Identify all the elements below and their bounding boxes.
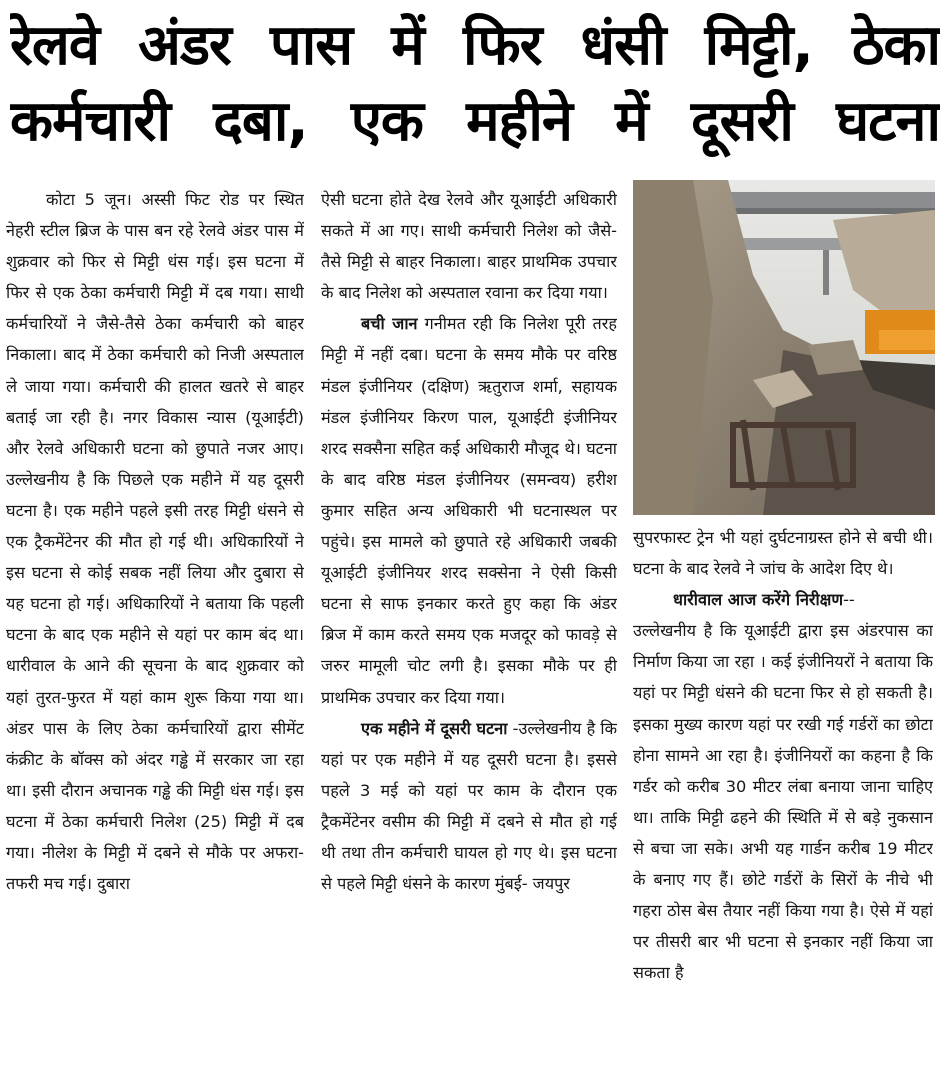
subheading-bachi-jaan: बची जान	[361, 314, 418, 334]
paragraph-text: सुपरफास्ट ट्रेन भी यहां दुर्घटनाग्रस्त होने से बची थी। घटना के बाद रेलवे ने जांच के आदेश दिए थे।	[633, 528, 933, 579]
subheading-dusri-ghatna: एक महीने में दूसरी घटना	[361, 718, 508, 738]
paragraph-text: ऐसी घटना होते देख रेलवे और यूआईटी अधिकारी सकते में आ गए। साथी कर्मचारी निलेश को जैसे-तैसे मिट्टी से बाहर निकाला। बाहर प्राथमिक उपचार के बाद निलेश को अस्पताल रवाना कर दिया गया।	[321, 190, 617, 303]
article-column-3	[633, 522, 933, 1086]
paragraph-text: उल्लेखनीय है कि यूआईटी द्वारा इस अंडरपास का निर्माण किया जा रहा । कई इंजीनियरों ने बताया कि यहां पर मिट्टी धंसने की घटना फिर से हो सकती है। इसका मुख्य कारण यहां पर रखी गई गर्डरों का छोटा होना सामने आ रहा है। इंजीनियरों का कहना है कि गर्डर को करीब 30 मीटर लंबा बनाया जाना चाहिए था। ताकि मिट्टी ढहने की स्थिति में से बड़े नुकसान से बचा जा सके। अभी यह गार्डन करीब 19 मीटर के बनाए गए हैं। छोटे गर्डरों के सिरों के नीचे भी गहरा ठोस बेस तैयार नहीं किया गया है। ऐसे में यहां पर तीसरी बार भी घटना से इनकार नहीं किया जा सकता है	[633, 621, 933, 983]
news-photo	[633, 180, 935, 515]
headline-line-2: कर्मचारी दबा, एक महीने में दूसरी घटना	[10, 89, 940, 154]
article-column-1	[6, 184, 304, 1086]
subheading-tail: --	[843, 590, 855, 610]
paragraph-text: गनीमत रही कि निलेश पूरी तरह मिट्टी में नहीं दबा। घटना के समय मौके पर वरिष्ठ मंडल इंजीनियर (दक्षिण) ऋतुराज शर्मा, सहायक मंडल इंजीनियर किरण पाल, यूआईटी इंजीनियर शरद सक्सैना सहित कई अधिकारी मौजूद थे। घटना के बाद वरिष्ठ मंडल इंजीनियर (समन्वय) हरीश कुमार सहित अन्य अधिकारी भी घटनास्थल पर पहुंचे। इस मामले को छुपाते रहे अधिकारी जबकी यूआईटी इंजीनियर शरद सक्सेना ने ऐसी किसी घटना से साफ इनकार करते हुए कहा कि अंडर ब्रिज में काम करते समय एक मजदूर को फावड़े से जरुर मामूली चोट लगी है। इसका मौके पर ही प्राथमिक उपचार कर दिया गया।	[321, 314, 617, 707]
construction-site-image	[633, 180, 935, 515]
paragraph-text: अस्सी फिट रोड पर स्थित नेहरी स्टील ब्रिज के पास बन रहे रेलवे अंडर पास में शुक्रवार को फिर से मिट्टी धंस गई। इस घटना में फिर से एक ठेका कर्मचारी मिट्टी में दब गया। साथी कर्मचारियों ने जैसे-तैसे ठेका कर्मचारी को बाहर निकाला। बाद में ठेका कर्मचारी को निजी अस्पताल ले जाया गया। कर्मचारी की हालत खतरे से बाहर बताई जा रही है। नगर विकास न्यास (यूआईटी) और रेलवे अधिकारी घटना को छुपाते नजर आए। उल्लेखनीय है कि पिछले एक महीने में यह दूसरी घटना है। एक महीने पहले इसी तरह मिट्टी धंसने से एक ट्रैकमेंटेनर की मौत हो गई थी। अधिकारियों ने इस घटना से कोई सबक नहीं लिया और दुबारा से यह घटना हो गई। अधिकारियों ने बताया कि पहली घटना के बाद एक महीने से यहां पर काम बंद था। धारीवाल के आने की सूचना के बाद शुक्रवार को यहां तुरत-फुरत में यहां काम शुरू किया गया था। अंडर पास के लिए ठेका कर्मचारियों द्वारा सीमेंट कंक्रीट के बॉक्स को अंदर गड्ढे में सरकार जा रहा था। इसी दौरान अचानक गड्ढे की मिट्टी धंस गई। इस घटना में ठेका कर्मचारी निलेश (25) मिट्टी में दब गया। नीलेश के मिट्टी में दबने से मौके पर अफरा-तफरी मच गई। दुबारा	[6, 190, 304, 894]
article-column-2	[321, 184, 617, 1086]
dateline: कोटा 5 जून।	[46, 190, 132, 209]
paragraph-text: -उल्लेखनीय है कि यहां पर एक महीने में यह दूसरी घटना है। इससे पहले 3 मई को यहां पर काम के दौरान एक ट्रैकमेंटेनर वसीम की मिट्टी में दबने से मौत हो गई थी तथा तीन कर्मचारी घायल हो गए थे। इस घटना से पहले मिट्टी धंसने के कारण मुंबई- जयपुर	[321, 718, 617, 894]
headline-line-1: रेलवे अंडर पास में फिर धंसी मिट्टी, ठेका	[10, 13, 940, 78]
headline	[10, 8, 940, 160]
subheading-dhariwal-nirikshan: धारीवाल आज करेंगे निरीक्षण	[673, 590, 844, 610]
